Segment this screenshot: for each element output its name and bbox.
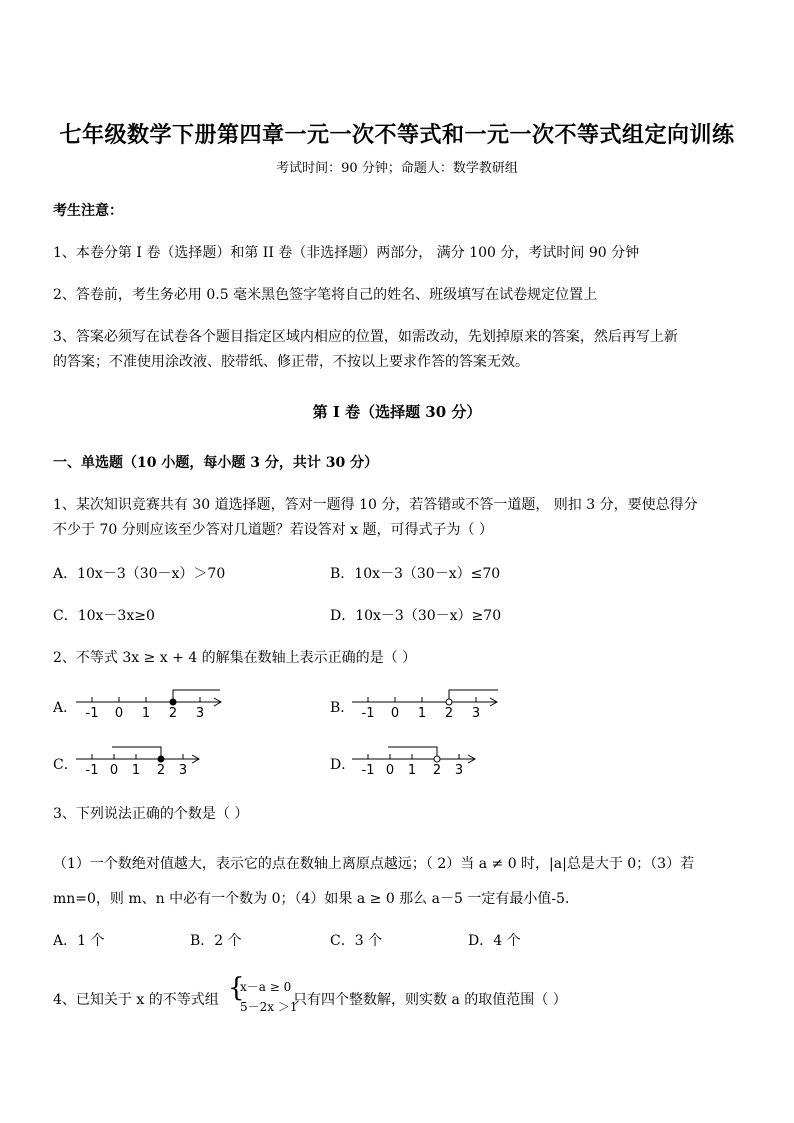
document-subtitle: 考试时间：90 分钟；命题人：数学教研组: [276, 161, 518, 176]
tick-label: -1: [361, 763, 375, 778]
q3-option-c: C．3 个: [330, 933, 383, 949]
q1-option-b: B．10x－3（30－x）≤70: [330, 566, 501, 582]
notice-item-1: 1、本卷分第 I 卷（选择题）和第 II 卷（非选择题）两部分， 满分 100 分，考试时间 90 分钟: [53, 245, 640, 261]
q2-option-a-label: A．: [53, 700, 78, 716]
closed-point: [170, 699, 176, 705]
q1-line1: 1、某次知识竞赛共有 30 道选择题，答对一题得 10 分，若答错或不答一道题， 则扣 3 分，要使总得分: [53, 497, 698, 513]
q3-option-b: B．2 个: [190, 933, 242, 949]
q1-line2: 不少于 70 分则应该至少答对几道题？若设答对 x 题，可得式子为（ ）: [53, 522, 493, 538]
q2-option-d-label: D．: [330, 757, 356, 773]
tick-label: -1: [361, 706, 375, 721]
notice-item-3-cont: 的答案；不准使用涂改液、胶带纸、修正带，不按以上要求作答的答案无效。: [53, 354, 529, 370]
q2-option-a-number-line: [72, 684, 232, 724]
q2-option-c-number-line: [72, 741, 212, 781]
tick-label: 2: [156, 763, 166, 778]
tick-label: 2: [444, 706, 454, 721]
section-title: 第 I 卷（选择题 30 分）: [312, 403, 482, 421]
q3-stem: 3、下列说法正确的个数是（ ）: [53, 806, 249, 822]
tick-label: 3: [178, 763, 188, 778]
q2-option-d-number-line: [348, 741, 488, 781]
q3-option-d: D．4 个: [468, 933, 521, 949]
tick-label: 1: [131, 763, 141, 778]
q2-option-b-number-line: [348, 684, 508, 724]
q3-option-a: A．1 个: [53, 933, 105, 949]
tick-label: 0: [385, 763, 395, 778]
open-point: [434, 756, 440, 762]
document-title: 七年级数学下册第四章一元一次不等式和一元一次不等式组定向训练: [59, 122, 735, 148]
solution-ray: [449, 690, 498, 699]
tick-label: 3: [454, 763, 464, 778]
q1-option-c: C．10x－3x≥0: [53, 608, 155, 624]
q4-inequality-1: x－a ≥ 0: [240, 980, 292, 994]
number-line-svg: [72, 741, 212, 781]
q3-line1: （1）一个数绝对值越大，表示它的点在数轴上离原点越远；（ 2）当 a ≠ 0 时，|a|总是大于 0；（3）若: [53, 856, 695, 872]
tick-label: 2: [168, 706, 178, 721]
part-title: 一、单选题（10 小题，每小题 3 分，共计 30 分）: [53, 455, 379, 471]
tick-label: 0: [390, 706, 400, 721]
q4-inequality-2: 5－2x ＞1: [240, 1000, 298, 1014]
number-line-svg: [348, 741, 488, 781]
open-point: [446, 699, 452, 705]
solution-ray: [173, 690, 220, 702]
notice-item-2: 2、答卷前，考生务必用 0.5 毫米黑色签字笔将自己的姓名、班级填写在试卷规定位置上: [53, 287, 598, 303]
q2-stem: 2、不等式 3x ≥ x + 4 的解集在数轴上表示正确的是（ ）: [53, 650, 417, 666]
q1-option-d: D．10x－3（30－x）≥70: [330, 608, 502, 624]
tick-label: 3: [471, 706, 481, 721]
q3-line2: mn=0，则 m、n 中必有一个数为 0；（4）如果 a ≥ 0 那么 a－5 一定有最小值-5．: [53, 891, 579, 907]
notice-heading: 考生注意：: [53, 203, 123, 219]
tick-label: 1: [141, 706, 151, 721]
tick-label: 3: [195, 706, 205, 721]
tick-label: 2: [432, 763, 442, 778]
tick-label: 0: [109, 763, 119, 778]
q4-suffix: 只有四个整数解，则实数 a 的取值范围（ ）: [293, 992, 567, 1008]
q4-prefix: 4、已知关于 x 的不等式组: [53, 992, 219, 1008]
tick-label: 0: [114, 706, 124, 721]
number-line-svg: [72, 684, 232, 724]
q2-option-c-label: C．: [53, 757, 78, 773]
tick-label: 1: [417, 706, 427, 721]
tick-label: -1: [85, 706, 99, 721]
number-line-svg: [348, 684, 508, 724]
q2-option-b-label: B．: [330, 700, 355, 716]
q1-option-a: A．10x－3（30－x）＞70: [53, 566, 226, 582]
system-brace: {: [228, 973, 245, 1003]
notice-item-3: 3、答案必须写在试卷各个题目指定区域内相应的位置，如需改动，先划掉原来的答案，然后再写上新: [53, 329, 678, 345]
tick-label: 1: [407, 763, 417, 778]
closed-point: [158, 756, 164, 762]
tick-label: -1: [85, 763, 99, 778]
